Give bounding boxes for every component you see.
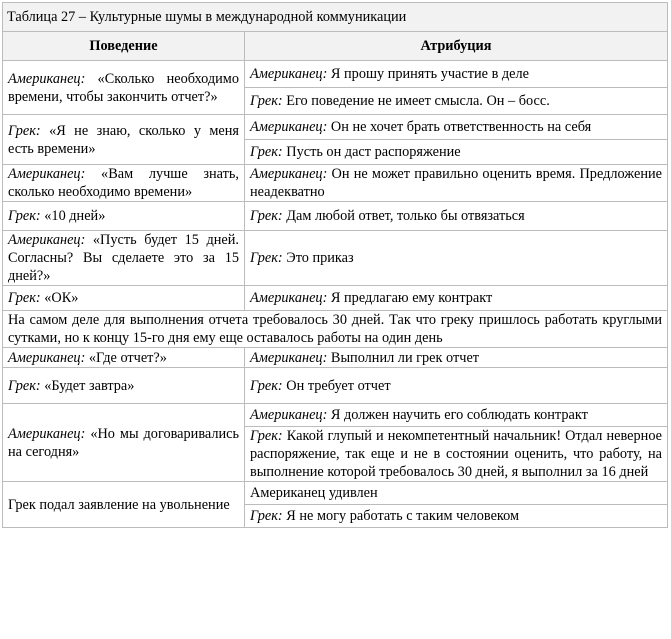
cell-text: «Я не знаю, сколько у меня есть времени»	[8, 122, 239, 157]
table-row	[3, 348, 668, 368]
cell-text: «Но мы договаривались на сегодня»	[8, 425, 239, 460]
table-caption: Таблица 27 – Культурные шумы в международной коммуникации	[3, 3, 668, 32]
speaker-label: Грек:	[250, 428, 283, 444]
cell-text: Американец удивлен	[250, 485, 378, 501]
behavior-cell	[3, 202, 245, 231]
speaker-label: Американец:	[8, 349, 86, 366]
speaker-label: Грек:	[8, 122, 41, 139]
speaker-label: Грек:	[8, 377, 41, 394]
behavior-cell	[3, 61, 245, 115]
table-row	[3, 115, 668, 140]
speaker-label: Грек:	[250, 377, 283, 394]
table-body	[3, 3, 668, 528]
cell-text: «10 дней»	[44, 208, 106, 224]
attribution-cell	[245, 61, 668, 88]
cell-text: Он требует отчет	[286, 377, 391, 394]
speaker-label: Грек:	[250, 93, 283, 109]
speaker-label: Американец:	[8, 425, 86, 442]
header-behavior: Поведение	[3, 32, 245, 61]
cell-text: Я прошу принять участие в деле	[330, 66, 529, 82]
speaker-label: Грек:	[250, 144, 283, 160]
attribution-cell	[245, 286, 668, 311]
table-row	[3, 286, 668, 311]
table-row	[3, 61, 668, 88]
cell-text: Какой глупый и некомпетентный начальник! Отдал неверное распоряжение, так еще и не в состоянии оценить, что работу, на выполнение которой требовалось 30 дней, я выполнил за 16 дней	[250, 428, 662, 480]
cell-text: «Сколько необходимо времени, чтобы закончить отчет?»	[8, 70, 239, 105]
behavior-cell	[3, 286, 245, 311]
behavior-cell	[3, 231, 245, 286]
table-caption-row	[3, 3, 668, 32]
behavior-cell	[3, 348, 245, 368]
speaker-label: Американец:	[8, 166, 86, 182]
cultural-noise-table	[2, 2, 668, 528]
cell-text: Это приказ	[286, 250, 354, 266]
attribution-cell	[245, 165, 668, 202]
cell-text: Пусть он даст распоряжение	[286, 144, 461, 160]
cell-text: Он не хочет брать ответственность на себя	[330, 119, 592, 135]
cell-text: Я должен научить его соблюдать контракт	[330, 407, 588, 423]
behavior-cell	[3, 368, 245, 404]
speaker-label: Американец:	[250, 66, 328, 82]
speaker-label: Американец:	[250, 349, 328, 366]
cell-text: Грек подал заявление на увольнение	[8, 496, 230, 513]
cell-text: Я предлагаю ему контракт	[330, 290, 493, 306]
attribution-cell	[245, 368, 668, 404]
speaker-label: Американец:	[250, 119, 328, 135]
table-row	[3, 404, 668, 427]
behavior-cell	[3, 165, 245, 202]
attribution-cell	[245, 404, 668, 427]
header-attribution: Атрибуция	[245, 32, 668, 61]
attribution-cell	[245, 482, 668, 505]
narrative-cell: На самом деле для выполнения отчета требовалось 30 дней. Так что греку пришлось работать круглыми сутками, но к концу 15-го дня ему еще оставалось работы на один день	[3, 311, 668, 348]
cell-text: Я не могу работать с таким человеком	[286, 508, 520, 524]
table-row	[3, 231, 668, 286]
attribution-cell	[245, 202, 668, 231]
speaker-label: Грек:	[250, 208, 283, 224]
table-row	[3, 311, 668, 348]
cell-text: «Где отчет?»	[88, 349, 167, 366]
speaker-label: Американец:	[8, 70, 86, 87]
cell-text: «Вам лучше знать, сколько необходимо времени»	[8, 166, 239, 200]
attribution-cell	[245, 115, 668, 140]
speaker-label: Грек:	[250, 250, 283, 266]
table-row	[3, 202, 668, 231]
speaker-label: Грек:	[8, 208, 41, 224]
speaker-label: Американец:	[250, 166, 328, 182]
attribution-cell	[245, 231, 668, 286]
cell-text: Он не может правильно оценить время. Предложение неадекватно	[250, 166, 662, 200]
speaker-label: Американец:	[8, 232, 86, 248]
document	[2, 2, 667, 528]
cell-text: Его поведение не имеет смысла. Он – босс.	[286, 93, 550, 109]
attribution-cell	[245, 427, 668, 482]
attribution-cell	[245, 140, 668, 165]
cell-text: «Пусть будет 15 дней. Согласны? Вы сделаете это за 15 дней?»	[8, 232, 239, 284]
table-row	[3, 368, 668, 404]
speaker-label: Американец:	[250, 407, 328, 423]
attribution-cell	[245, 88, 668, 115]
speaker-label: Американец:	[250, 290, 328, 306]
attribution-cell	[245, 505, 668, 528]
behavior-cell	[3, 482, 245, 528]
cell-text: «ОК»	[44, 290, 79, 306]
table-row	[3, 482, 668, 505]
speaker-label: Грек:	[250, 508, 283, 524]
speaker-label: Грек:	[8, 290, 41, 306]
behavior-cell	[3, 404, 245, 482]
cell-text: Выполнил ли грек отчет	[330, 349, 480, 366]
behavior-cell	[3, 115, 245, 165]
cell-text: «Будет завтра»	[44, 377, 135, 394]
table-header-row	[3, 32, 668, 61]
table-row	[3, 165, 668, 202]
attribution-cell	[245, 348, 668, 368]
cell-text: Дам любой ответ, только бы отвязаться	[286, 208, 525, 224]
